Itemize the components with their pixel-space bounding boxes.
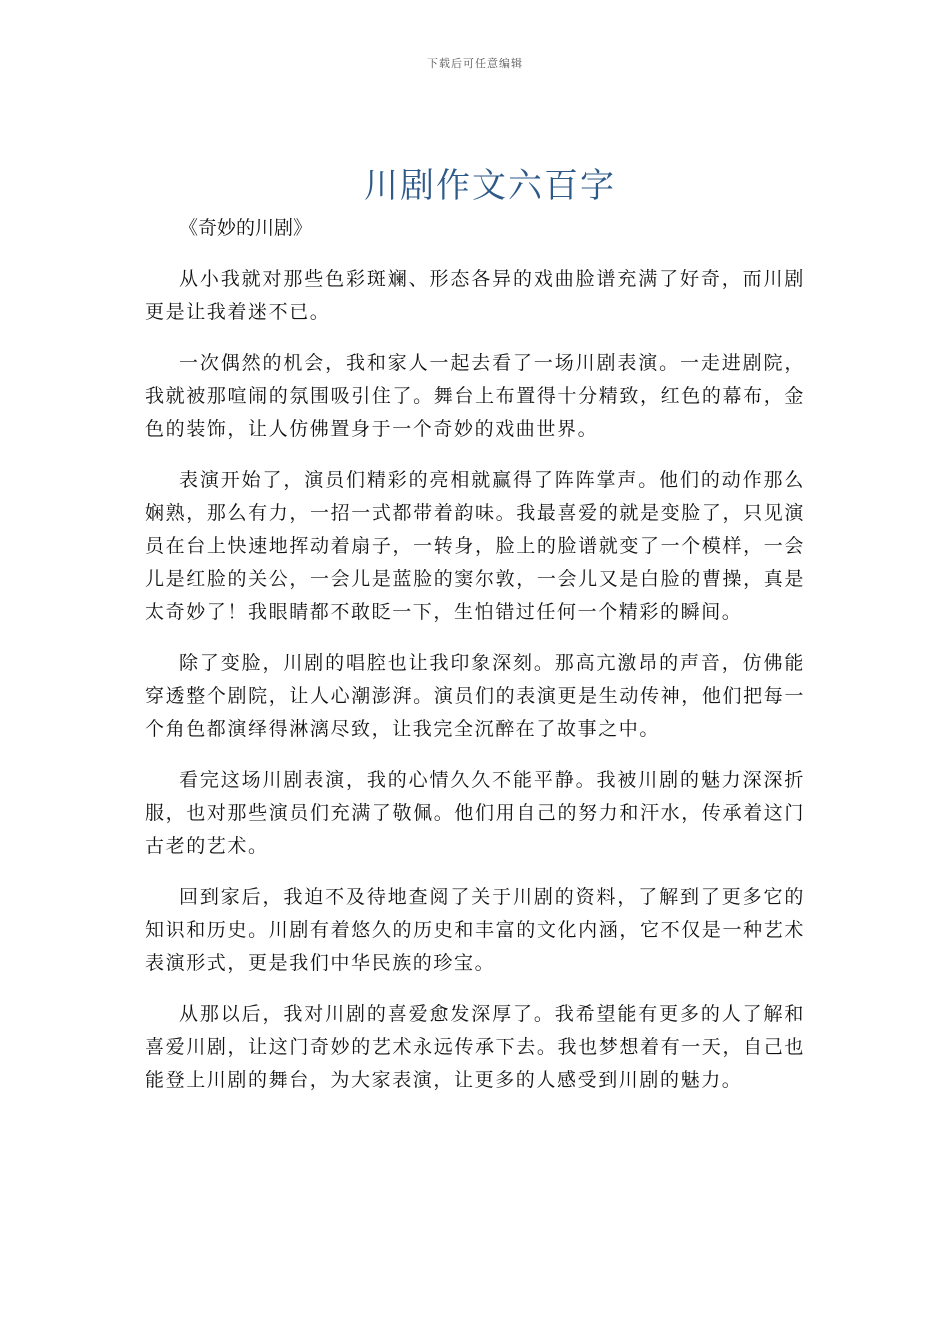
paragraph: 表演开始了，演员们精彩的亮相就赢得了阵阵掌声。他们的动作那么娴熟，那么有力，一招一式都带着韵味。我最喜爱的就是变脸了，只见演员在台上快速地挥动着扇子，一转身，脸上的脸谱就变了一个模样，一会儿是红脸的关公，一会儿是蓝脸的窦尔敦，一会儿又是白脸的曹操，真是太奇妙了！我眼睛都不敢眨一下，生怕错过任何一个精彩的瞬间。 [145, 469, 805, 623]
document-title: 川剧作文六百字 [364, 166, 616, 206]
paragraph: 回到家后，我迫不及待地查阅了关于川剧的资料，了解到了更多它的知识和历史。川剧有着悠久的历史和丰富的文化内涵，它不仅是一种艺术表演形式，更是我们中华民族的珍宝。 [145, 886, 805, 974]
page-header-note: 下载后可任意编辑 [427, 57, 523, 70]
document-body [145, 212, 805, 1115]
paragraph: 从那以后，我对川剧的喜爱愈发深厚了。我希望能有更多的人了解和喜爱川剧，让这门奇妙的艺术永远传承下去。我也梦想着有一天，自己也能登上川剧的舞台，为大家表演，让更多的人感受到川剧的魅力。 [145, 1003, 805, 1091]
paragraph: 一次偶然的机会，我和家人一起去看了一场川剧表演。一走进剧院，我就被那喧闹的氛围吸引住了。舞台上布置得十分精致，红色的幕布，金色的装饰，让人仿佛置身于一个奇妙的戏曲世界。 [145, 352, 805, 440]
document-subtitle: 《奇妙的川剧》 [179, 217, 313, 239]
paragraph: 除了变脸，川剧的唱腔也让我印象深刻。那高亢激昂的声音，仿佛能穿透整个剧院，让人心潮澎湃。演员们的表演更是生动传神，他们把每一个角色都演绎得淋漓尽致，让我完全沉醉在了故事之中。 [145, 652, 805, 740]
paragraph: 看完这场川剧表演，我的心情久久不能平静。我被川剧的魅力深深折服，也对那些演员们充满了敬佩。他们用自己的努力和汗水，传承着这门古老的艺术。 [145, 769, 805, 857]
paragraph: 从小我就对那些色彩斑斓、形态各异的戏曲脸谱充满了好奇，而川剧更是让我着迷不已。 [145, 268, 805, 323]
